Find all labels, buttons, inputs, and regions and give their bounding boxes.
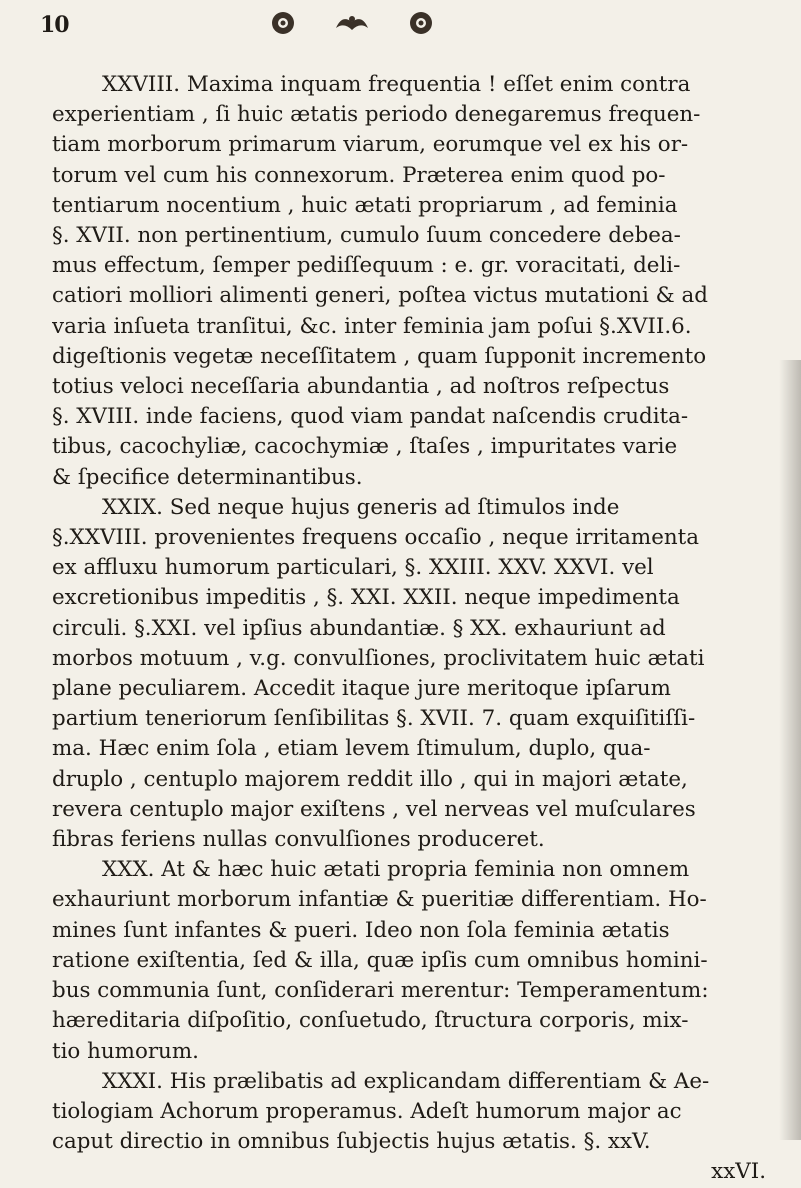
text-line: ratione exiſtentia, ſed & illa, quæ ipſis cum omnibus homini- — [52, 947, 708, 973]
text-line: varia inſueta tranſitui, &c. inter feminia jam poſui §.XVII.6. — [52, 313, 692, 339]
text-line: caput directio in omnibus ſubjectis hujus ætatis. §. xxV. — [52, 1129, 651, 1155]
text-line: partium teneriorum ſenſibilitas §. XVII. 7. quam exquiſitiſſi- — [52, 706, 696, 732]
text-line: §. XVIII. inde faciens, quod viam pandat naſcendis crudita- — [52, 404, 689, 430]
text-line: plane peculiarem. Accedit itaque jure meritoque ipſarum — [52, 676, 671, 702]
text-line: XXX. At & hæc huic ætati propria feminia non omnem — [102, 857, 690, 883]
text-line: tiam morborum primarum viarum, eorumque vel ex his or- — [52, 132, 689, 158]
fleuron-right-icon — [406, 8, 436, 42]
text-line: & ſpecifice determinantibus. — [52, 464, 363, 490]
text-line: XXVIII. Maxima inquam frequentia ! eſſet enim contra — [102, 72, 691, 97]
text-line: mines ſunt infantes & pueri. Ideo non ſola feminia ætatis — [52, 917, 670, 943]
text-line: revera centuplo major exiſtens , vel nerveas vel muſculares — [52, 796, 696, 822]
text-line: experientiam , ſi huic ætatis periodo denegaremus frequen- — [52, 102, 701, 128]
text-line: digeſtionis vegetæ neceſſitatem , quam ſupponit incremento — [52, 343, 707, 369]
text-line: tio humorum. — [52, 1038, 199, 1064]
fleuron-center-icon — [332, 10, 372, 40]
text-line: totius veloci neceſſaria abundantia , ad noſtros reſpectus — [52, 374, 670, 400]
text-line: fibras feriens nullas convulſiones produceret. — [52, 827, 545, 853]
text-line: §.XXVIII. provenientes frequens occaſio , neque irritamenta — [52, 525, 699, 551]
text-line: circuli. §.XXI. vel ipſius abundantiæ. § XX. exhauriunt ad — [52, 615, 666, 641]
page-edge-shadow — [779, 360, 801, 1140]
text-line: xxVI. — [711, 1159, 766, 1185]
fleuron-left-icon — [268, 8, 298, 42]
text-line: excretionibus impeditis , §. XXI. XXII. neque impedimenta — [52, 585, 680, 611]
text-line: §. XVII. non pertinentium, cumulo ſuum concedere debea- — [52, 223, 681, 249]
text-line: tibus, cacochyliæ, cacochymiæ , ſtaſes , impuritates varie — [52, 434, 678, 460]
text-line: tentiarum nocentium , huic ætati propriarum , ad feminia — [52, 192, 678, 218]
header-ornament — [268, 8, 436, 42]
text-line: ma. Hæc enim ſola , etiam levem ſtimulum, duplo, qua- — [52, 736, 651, 762]
text-line: torum vel cum his connexorum. Præterea enim quod po- — [52, 162, 666, 188]
text-line: catiori molliori alimenti generi, poſtea victus mutationi & ad — [52, 283, 708, 309]
body-text — [52, 70, 772, 1188]
text-line: XXIX. Sed neque hujus generis ad ſtimulos inde — [102, 494, 620, 520]
text-line: mus effectum, ſemper pediſſequum : e. gr. voracitati, deli- — [52, 253, 681, 279]
text-line: druplo , centuplo majorem reddit illo , qui in majori ætate, — [52, 766, 688, 792]
text-line: exhauriunt morborum infantiæ & pueritiæ differentiam. Ho- — [52, 887, 707, 913]
text-line: hæreditaria diſpoſitio, conſuetudo, ſtructura corporis, mix- — [52, 1008, 689, 1034]
text-line: ex affluxu humorum particulari, §. XXIII. XXV. XXVI. vel — [52, 555, 654, 581]
text-line: XXXI. His prælibatis ad explicandam differentiam & Ae- — [102, 1068, 710, 1094]
text-line: tiologiam Achorum properamus. Adeſt humorum major ac — [52, 1098, 682, 1124]
text-line: morbos motuum , v.g. convulſiones, proclivitatem huic ætati — [52, 645, 705, 671]
page-number: 10 — [40, 12, 69, 38]
text-line: bus communia ſunt, conſiderari merentur: Temperamentum: — [52, 978, 709, 1004]
